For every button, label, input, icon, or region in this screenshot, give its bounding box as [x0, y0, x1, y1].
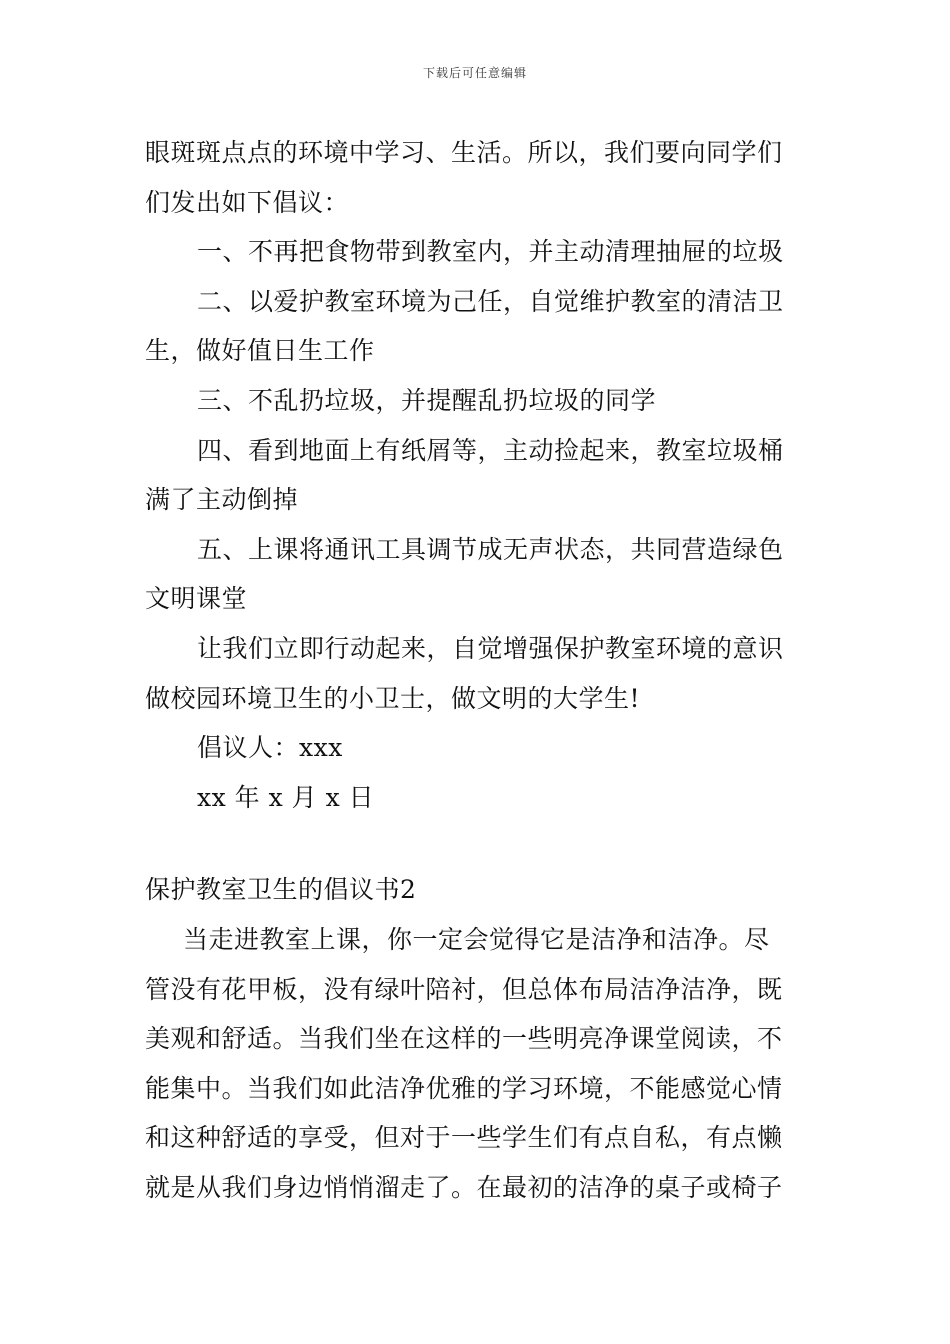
- section-paragraph-line: 能集中。当我们如此洁净优雅的学习环境，不能感觉心情: [145, 1073, 783, 1103]
- section-paragraph-line: 美观和舒适。当我们坐在这样的一些明亮净课堂阅读，不: [145, 1024, 783, 1054]
- signature-line: 倡议人：xxx: [197, 733, 343, 763]
- section-paragraph-line: 和这种舒适的享受，但对于一些学生们有点自私，有点懒: [145, 1123, 783, 1153]
- proposal-item-5: 五、上课将通讯工具调节成无声状态，共同营造绿色: [197, 534, 784, 564]
- paragraph-line: 满了主动倒掉: [145, 485, 299, 515]
- proposal-item-1: 一、不再把食物带到教室内，并主动清理抽屉的垃圾: [197, 237, 784, 267]
- closing-paragraph: 让我们立即行动起来，自觉增强保护教室环境的意识: [197, 633, 784, 663]
- proposal-item-4: 四、看到地面上有纸屑等，主动捡起来，教室垃圾桶: [197, 435, 784, 465]
- section-paragraph-line: 就是从我们身边悄悄溜走了。在最初的洁净的桌子或椅子: [145, 1172, 783, 1202]
- paragraph-line: 文明课堂: [145, 584, 248, 614]
- page-header-note: 下载后可任意编辑: [422, 66, 527, 80]
- paragraph-line: 眼斑斑点点的环境中学习、生活。所以，我们要向同学们: [145, 138, 783, 167]
- section-paragraph-line: 管没有花甲板，没有绿叶陪衬，但总体布局洁净洁净，既: [145, 974, 783, 1004]
- section-title: 保护教室卫生的倡议书2: [145, 875, 417, 905]
- document-body: [145, 128, 807, 1212]
- paragraph-line: 生，做好值日生工作: [145, 336, 375, 366]
- paragraph-line: 做校园环境卫生的小卫士，做文明的大学生!: [145, 683, 641, 713]
- section-paragraph-line: 当走进教室上课，你一定会觉得它是洁净和洁净。尽: [183, 924, 770, 954]
- date-line: xx 年 x 月 x 日: [197, 782, 375, 812]
- proposal-item-2: 二、以爱护教室环境为己任，自觉维护教室的清洁卫: [197, 286, 784, 316]
- paragraph-line: 们发出如下倡议：: [145, 187, 350, 217]
- section-gap: [145, 822, 807, 865]
- proposal-item-3: 三、不乱扔垃圾，并提醒乱扔垃圾的同学: [197, 385, 657, 415]
